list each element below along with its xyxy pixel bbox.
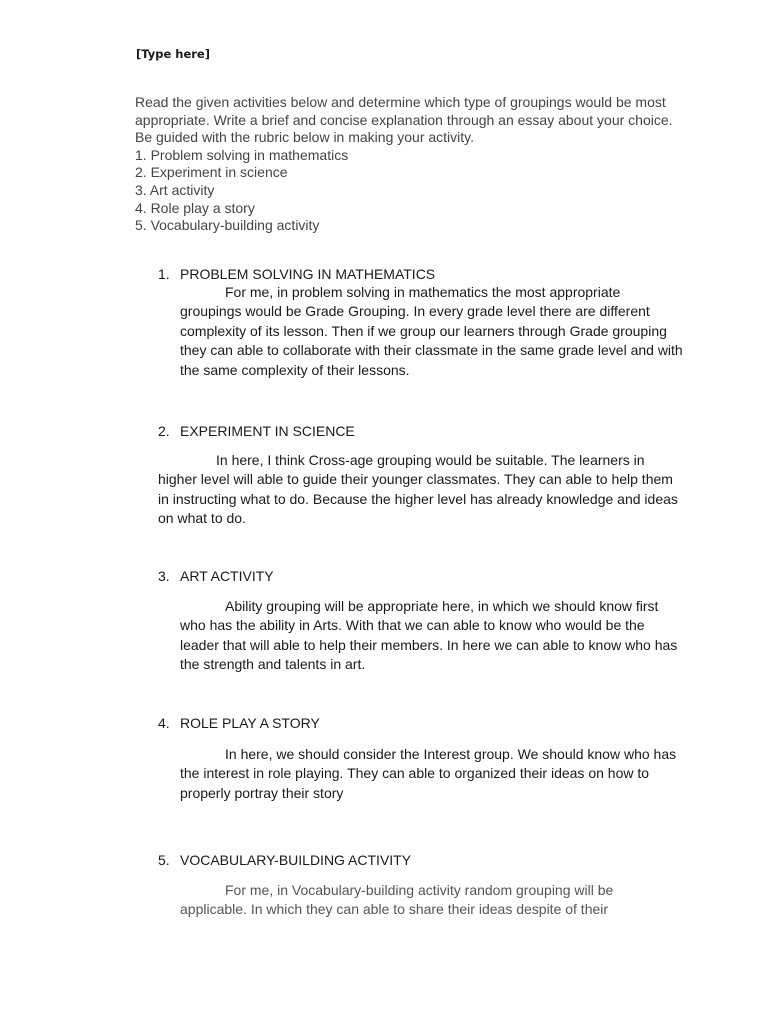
section-heading <box>158 422 683 440</box>
activity-list <box>135 147 680 235</box>
section-number: 2. <box>158 423 170 439</box>
section-heading <box>158 567 683 585</box>
section-number: 4. <box>158 715 170 731</box>
section-number: 3. <box>158 568 170 584</box>
section-number: 5. <box>158 852 170 868</box>
section-heading <box>158 851 683 869</box>
section-vocabulary <box>158 851 683 920</box>
section-heading <box>158 265 683 283</box>
section-title: ART ACTIVITY <box>180 568 274 584</box>
section-body: For me, in problem solving in mathematics the most appropriate groupings would be Grade Grouping. In every grade level there are different complexity of its lesson. Then if we group our learners through Grade grouping they can able to collaborate with their classmate in the same grade level and with the same complexity of their lessons. <box>180 284 683 378</box>
activity-list-item: 5. Vocabulary-building activity <box>135 217 320 234</box>
section-title: VOCABULARY-BUILDING ACTIVITY <box>180 852 412 868</box>
section-problem-solving <box>158 265 683 380</box>
section-heading <box>158 714 683 732</box>
section-body: In here, I think Cross-age grouping would be suitable. The learners in higher level will able to guide their younger classmates. They can able to help them in instructing what to do. Because the higher level has already knowledge and ideas on what to do. <box>158 452 678 527</box>
activity-list-item: 4. Role play a story <box>135 199 255 216</box>
section-title: ROLE PLAY A STORY <box>180 715 320 731</box>
section-body: In here, we should consider the Interest group. We should know who has the interest in role playing. They can able to organized their ideas on how to properly portray their story <box>180 746 677 801</box>
section-experiment <box>158 422 683 529</box>
section-number: 1. <box>158 266 170 282</box>
instructions-paragraph: Read the given activities below and determine which type of groupings would be most appropriate. Write a brief and concise explanation through an essay about your choice. Be guided with the rubric below in making your activity. <box>135 94 673 146</box>
activity-list-item: 3. Art activity <box>135 181 215 198</box>
section-body: For me, in Vocabulary-building activity random grouping will be applicable. In which they can able to share their ideas despite of their <box>180 882 614 918</box>
section-title: EXPERIMENT IN SCIENCE <box>180 423 355 439</box>
section-title: PROBLEM SOLVING IN MATHEMATICS <box>180 266 436 282</box>
instructions <box>135 94 680 235</box>
page-header: [Type here] <box>136 47 210 61</box>
activity-list-item: 2. Experiment in science <box>135 164 288 181</box>
activity-list-item: 1. Problem solving in mathematics <box>135 146 349 163</box>
section-body: Ability grouping will be appropriate here, in which we should know first who has the ability in Arts. With that we can able to know who would be the leader that will able to help their members. In here we can able to know who has the strength and talents in art. <box>180 598 678 673</box>
section-role-play <box>158 714 683 803</box>
section-art <box>158 567 683 675</box>
